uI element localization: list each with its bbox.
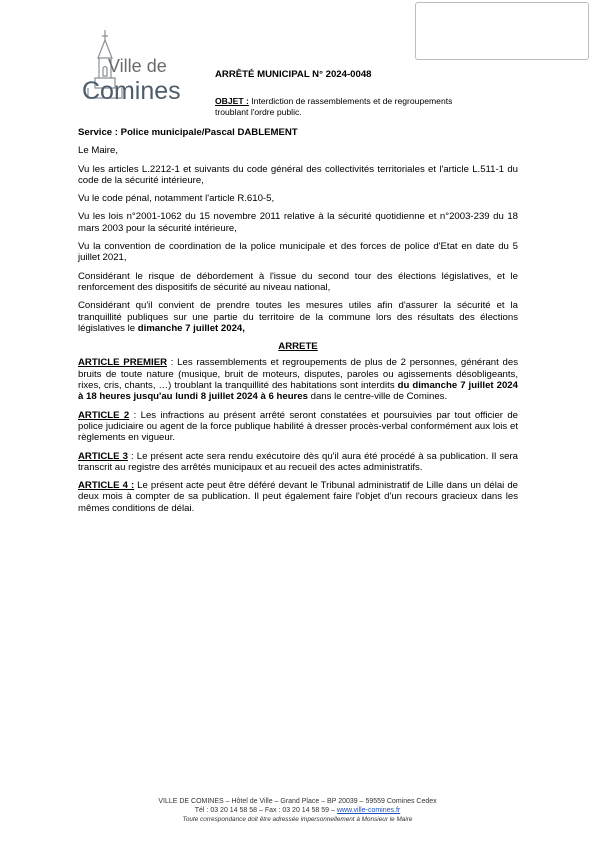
article-2 — [78, 410, 518, 444]
greeting: Le Maire, — [78, 145, 118, 157]
article-4-text: Le présent acte peut être déféré devant le Tribunal administratif de Lille dans un délai de deux mois à compter de sa publication. Il peut également faire l'objet d'un recours gracieux dans les mêmes conditions de délai. — [78, 480, 518, 514]
website-link[interactable]: www.ville-comines.fr — [336, 807, 401, 815]
stamp-box — [415, 2, 589, 60]
footer-address: VILLE DE COMINES – Hôtel de Ville – Grand Place – BP 20039 – 59559 Comines Cedex — [158, 798, 437, 805]
objet-label: OBJET : — [215, 96, 249, 106]
article-2-text: : Les infractions au présent arrêté seront constatées et poursuivies par tout officier de police judiciaire ou agent de la force publique habilité à dresser procès-verbal conformément aux lois et règlements en vigueur. — [78, 409, 518, 444]
footer-contact — [0, 806, 595, 815]
article-3-label: ARTICLE 3 — [78, 450, 128, 462]
logo-comines-text: Comines — [82, 77, 181, 105]
article-1-text: : Les rassemblements et regroupements de plus de 2 personnes, générant des bruits de toute nature (musique, bruit de moteurs, disputes, paroles ou agissements désobligeants, rixes, cris, chants, …) troublant la tranquillité des habitations sont interdits — [78, 357, 518, 392]
article-1-label: ARTICLE PREMIER — [78, 357, 168, 369]
considerant-1: Vu les articles L.2212-1 et suivants du code général des collectivités territoriales et l'article L.511-1 du code de la sécurité intérieure, — [78, 163, 518, 186]
considerant-6-text: Considérant qu'il convient de prendre toutes les mesures utiles afin d'assurer la sécurité et la tranquillité publiques sur une partie du territoire de la commune lors des résultats des élections législatives le — [78, 300, 518, 334]
considerant-6 — [78, 300, 518, 334]
article-4 — [78, 480, 518, 514]
article-3-text: : Le présent acte sera rendu exécutoire dès qu'il aura été procédé à sa publication. Il sera transcrit au registre des arrêtés municipaux et au recueil des actes administratifs. — [78, 450, 518, 473]
page-footer — [0, 797, 595, 825]
article-1-dates: du dimanche 7 juillet 2024 à 18 heures jusqu'au lundi 8 juillet 2024 à 6 heures — [78, 380, 518, 403]
article-4-label: ARTICLE 4 : — [78, 480, 135, 492]
decree-title: ARRÊTÉ MUNICIPAL N° 2024-0048 — [215, 69, 372, 80]
objet-block — [215, 96, 455, 118]
decree-body — [78, 127, 518, 521]
article-1-text-end: dans le centre-ville de Comines. — [307, 391, 448, 403]
considerant-6-date: dimanche 7 juillet 2024, — [137, 322, 245, 334]
footer-note: Toute correspondance doit être adressée impersonnellement à Monsieur le Maire — [182, 816, 413, 824]
considerant-4: Vu la convention de coordination de la police municipale et des forces de police d'Etat en date du 5 juillet 2021, — [78, 241, 518, 264]
logo-ville-text: Ville de — [108, 56, 167, 76]
service-line: Service : Police municipale/Pascal DABLEMENT — [78, 127, 298, 138]
footer-phone: Tél : 03 20 14 58 58 – Fax : 03 20 14 58 59 – — [194, 807, 337, 815]
arrete-heading: ARRETE — [278, 341, 318, 353]
objet-text: Interdiction de rassemblements et de regroupements troublant l'ordre public. — [215, 96, 453, 118]
considerant-5: Considérant le risque de débordement à l'issue du second tour des élections législatives, et le renforcement des dispositifs de sécurité au niveau national, — [78, 270, 518, 293]
considerant-2: Vu le code pénal, notamment l'article R.610-5, — [78, 193, 275, 205]
considerant-3: Vu les lois n°2001-1062 du 15 novembre 2011 relative à la sécurité quotidienne et n°2003-239 du 18 mars 2003 pour la sécurité intérieure, — [78, 211, 518, 234]
article-2-label: ARTICLE 2 — [78, 409, 130, 421]
article-1 — [78, 357, 518, 402]
article-3 — [78, 451, 518, 474]
